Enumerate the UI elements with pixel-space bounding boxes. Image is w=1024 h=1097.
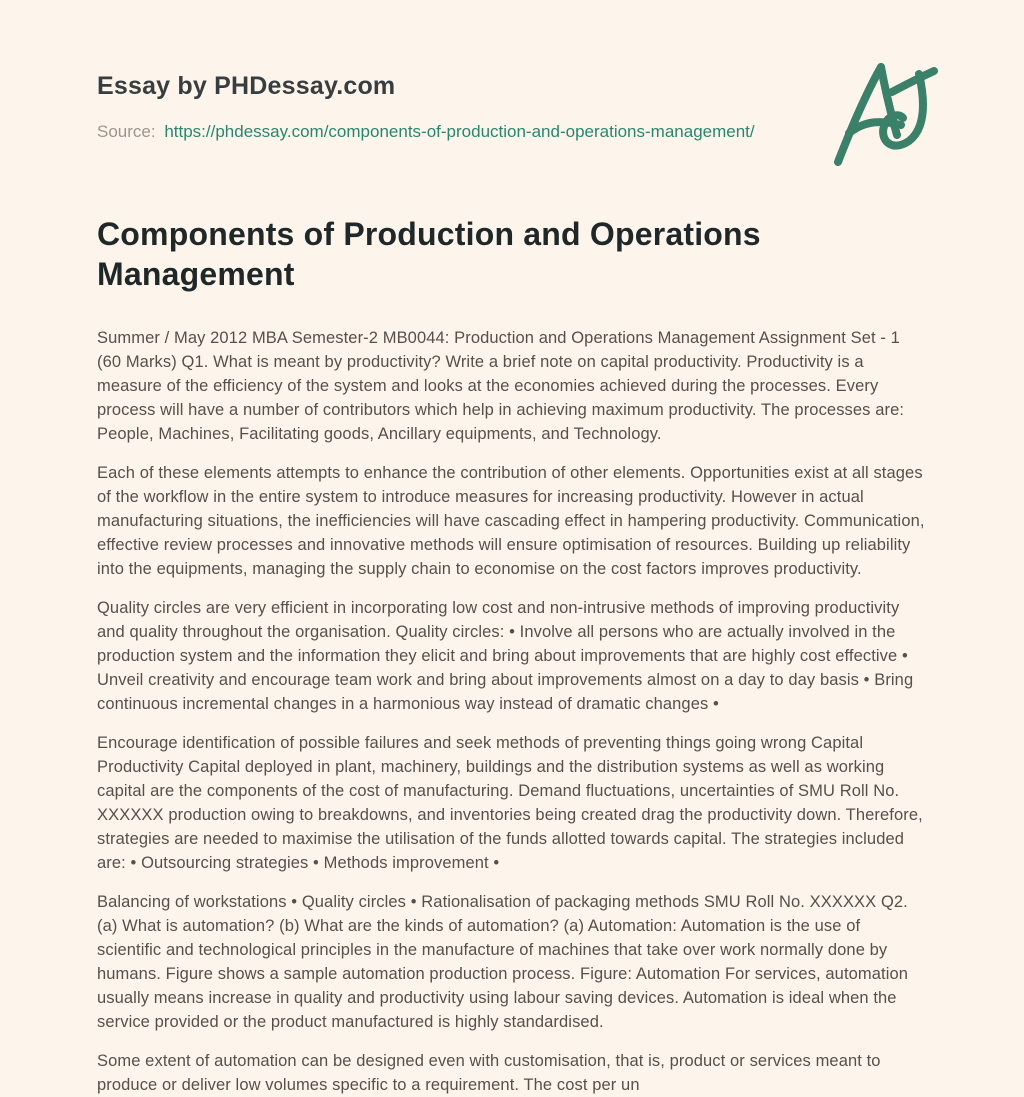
source-link[interactable]: https://phdessay.com/components-of-production-and-operations-management/ — [164, 122, 755, 141]
essay-paragraph-3: Quality circles are very efficient in incorporating low cost and non-intrusive methods of improving productivity and quality throughout the organisation. Quality circles: • Involve all persons who are actually involved in the production system and the information they elicit and bring about improvements that are highly cost effective • Unveil creativity and encourage team work and bring about improvements almost on a day to day basis • Bring continuous incremental changes in a harmonious way instead of dramatic changes • — [97, 599, 914, 713]
essay-body — [97, 326, 928, 1097]
source-label: Source: — [97, 122, 156, 141]
site-byline: Essay by PHDessay.com — [97, 72, 396, 100]
essay-paragraph-1: Summer / May 2012 MBA Semester-2 MB0044: Production and Operations Management Assignment Set - 1 (60 Marks) Q1. What is meant by productivity? Write a brief note on capital productivity. Productivity is a measure of the efficiency of the system and looks at the economies achieved during the processes. Every process will have a number of contributors which help in achieving maximum productivity. The processes are: People, Machines, Facilitating goods, Ancillary equipments, and Technology. — [97, 329, 905, 443]
essay-paragraph-4: Encourage identification of possible failures and seek methods of preventing things going wrong Capital Productivity Capital deployed in plant, machinery, buildings and the distribution systems as well as working capital are the components of the cost of manufacturing. Demand fluctuations, uncertainties of SMU Roll No. XXXXXX production owing to breakdowns, and inventories being created drag the productivity down. Therefore, strategies are needed to maximise the utilisation of the funds allotted towards capital. The strategies included are: • Outsourcing strategies • Methods improvement • — [97, 734, 923, 872]
page-header — [97, 72, 928, 142]
essay-title: Components of Production and Operations Management — [97, 216, 761, 292]
essay-paragraph-5: Balancing of workstations • Quality circles • Rationalisation of packaging methods SMU Roll No. XXXXXX Q2. (a) What is automation? (b) What are the kinds of automation? (a) Automation: Automation is the use of scientific and technological principles in the manufacture of machines that take over work normally done by humans. Figure shows a sample automation production process. Figure: Automation For services, automation usually means increase in quality and productivity using labour saving devices. Automation is ideal when the service provided or the product manufactured is highly standardised. — [97, 893, 909, 1031]
source-line — [97, 122, 928, 142]
essay-paragraph-2: Each of these elements attempts to enhance the contribution of other elements. Opportunities exist at all stages of the workflow in the entire system to introduce measures for increasing productivity. However in actual manufacturing situations, the inefficiencies will have cascading effect in hampering productivity. Communication, effective review processes and innovative methods will ensure optimisation of resources. Building up reliability into the equipments, managing the supply chain to economise on the cost factors improves productivity. — [97, 464, 925, 578]
essay-paragraph-6: Some extent of automation can be designed even with customisation, that is, product or services meant to produce or deliver low volumes specific to a requirement. The cost per un — [97, 1052, 881, 1094]
phdessay-a-plus-logo-icon — [828, 60, 954, 178]
